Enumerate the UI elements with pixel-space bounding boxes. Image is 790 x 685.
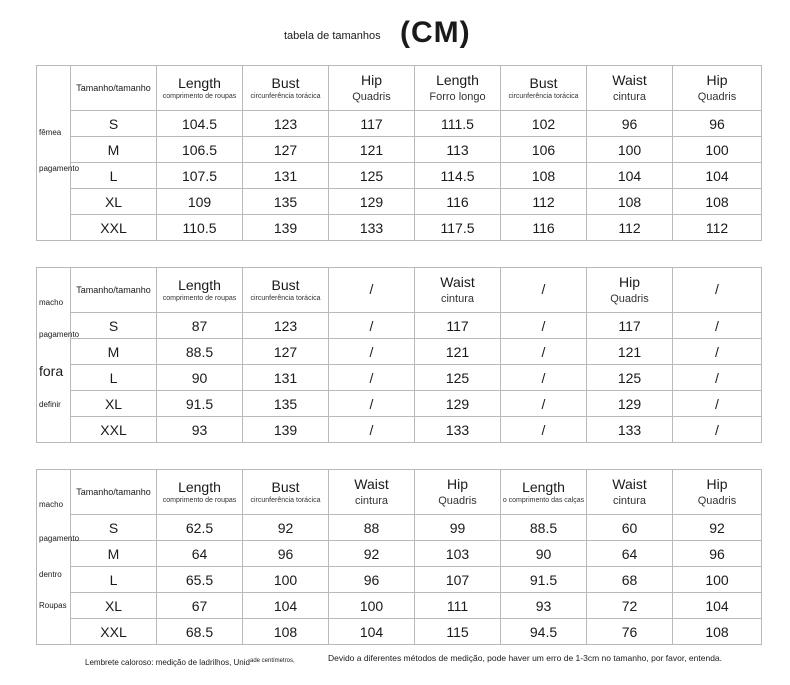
measurement-value: 125 — [329, 163, 415, 189]
measurement-value: / — [329, 391, 415, 417]
measurement-value: 90 — [157, 365, 243, 391]
measurement-value: / — [329, 339, 415, 365]
measurement-value: 112 — [587, 215, 673, 241]
measurement-value: 93 — [157, 417, 243, 443]
measurement-translation: Quadris — [352, 91, 391, 103]
measurement-value: 60 — [587, 515, 673, 541]
measurement-value: 68 — [587, 567, 673, 593]
measurement-header — [415, 470, 501, 515]
measurement-value: 131 — [243, 365, 329, 391]
measurement-name: Waist — [354, 476, 389, 492]
table-row — [37, 365, 762, 391]
size-label: XL — [71, 189, 157, 215]
table-row — [37, 593, 762, 619]
size-label: XL — [71, 391, 157, 417]
measurement-value: 96 — [673, 111, 762, 137]
measurement-value: 96 — [673, 541, 762, 567]
measurement-value: 104 — [329, 619, 415, 645]
measurement-value: 129 — [587, 391, 673, 417]
side-label-line: definir — [39, 400, 61, 409]
measurement-value: 87 — [157, 313, 243, 339]
measurement-value: 116 — [415, 189, 501, 215]
measurement-translation: cintura — [612, 91, 647, 103]
measurement-value: 104 — [673, 163, 762, 189]
measurement-header — [673, 470, 762, 515]
measurement-value: 64 — [587, 541, 673, 567]
measurement-name: Bust — [529, 75, 558, 91]
measurement-value: 72 — [587, 593, 673, 619]
size-label: XL — [71, 593, 157, 619]
measurement-name: Bust — [271, 75, 300, 91]
measurement-name: / — [715, 281, 719, 297]
measurement-value: 131 — [243, 163, 329, 189]
measurement-header — [157, 66, 243, 111]
measurement-value: 102 — [501, 111, 587, 137]
measurement-value: 104 — [587, 163, 673, 189]
measurement-value: / — [673, 365, 762, 391]
measurement-translation: Quadris — [697, 91, 737, 103]
size-column-header: Tamanho/tamanho — [71, 66, 157, 111]
measurement-value: / — [501, 417, 587, 443]
measurement-value: 106.5 — [157, 137, 243, 163]
measurement-header — [673, 268, 762, 313]
measurement-value: 112 — [673, 215, 762, 241]
measurement-header — [501, 268, 587, 313]
measurement-translation: Forro longo — [429, 91, 486, 103]
measurement-value: 104 — [673, 593, 762, 619]
measurement-name: / — [541, 281, 546, 297]
measurement-value: 92 — [243, 515, 329, 541]
size-label: M — [71, 339, 157, 365]
measurement-value: 112 — [501, 189, 587, 215]
reminder-text: Lembrete caloroso: medição de ladrilhos, Unid — [85, 658, 250, 667]
measurement-translation: Quadris — [697, 495, 737, 507]
measurement-value: 100 — [673, 137, 762, 163]
measurement-header — [243, 66, 329, 111]
unit-note-text: ade centímetros, — [250, 658, 295, 664]
side-label-line: pagamento — [39, 330, 80, 339]
measurement-name: Hip — [706, 72, 728, 88]
size-label: XXL — [71, 215, 157, 241]
measurement-translation: Quadris — [610, 293, 649, 305]
measurement-header — [329, 268, 415, 313]
size-chart-title: tabela de tamanhos — [284, 30, 381, 42]
measurement-value: 91.5 — [501, 567, 587, 593]
measurement-value: 96 — [587, 111, 673, 137]
measurement-value: 91.5 — [157, 391, 243, 417]
measurement-value: 104 — [243, 593, 329, 619]
male-innerwear-size-table — [36, 469, 762, 645]
measurement-header — [587, 268, 673, 313]
measurement-value: 68.5 — [157, 619, 243, 645]
side-label — [37, 66, 80, 241]
measurement-header — [329, 470, 415, 515]
table-row — [37, 417, 762, 443]
measurement-value: 64 — [157, 541, 243, 567]
measurement-value: 99 — [415, 515, 501, 541]
measurement-header — [157, 470, 243, 515]
measurement-name: / — [369, 281, 374, 297]
measurement-value: 133 — [415, 417, 501, 443]
measurement-value: / — [501, 365, 587, 391]
measurement-header — [501, 66, 587, 111]
measurement-value: 94.5 — [501, 619, 587, 645]
measurement-value: / — [501, 391, 587, 417]
measurement-value: 108 — [587, 189, 673, 215]
measurement-value: 139 — [243, 215, 329, 241]
measurement-value: / — [329, 417, 415, 443]
measurement-name: Length — [178, 277, 221, 293]
side-label-line: Roupas — [39, 601, 67, 610]
table-row — [37, 391, 762, 417]
size-label: L — [71, 365, 157, 391]
measurement-value: 133 — [587, 417, 673, 443]
measurement-value: 109 — [157, 189, 243, 215]
measurement-value: 133 — [329, 215, 415, 241]
measurement-value: 117 — [415, 313, 501, 339]
side-label-line: fora — [39, 363, 64, 379]
measurement-value: 111.5 — [415, 111, 501, 137]
measurement-value: 111 — [415, 593, 501, 619]
measurement-translation: circunferência torácica — [250, 295, 321, 302]
measurement-value: 123 — [243, 111, 329, 137]
footer-note — [0, 650, 790, 685]
measurement-header — [587, 66, 673, 111]
measurement-value: 117 — [587, 313, 673, 339]
title-row — [0, 10, 790, 60]
measurement-value: 117 — [329, 111, 415, 137]
table-row — [37, 215, 762, 241]
measurement-value: 62.5 — [157, 515, 243, 541]
measurement-header — [415, 66, 501, 111]
measurement-value: 100 — [243, 567, 329, 593]
measurement-value: 106 — [501, 137, 587, 163]
measurement-value: 115 — [415, 619, 501, 645]
measurement-name: Bust — [271, 277, 300, 293]
measurement-translation: comprimento de roupas — [162, 497, 237, 504]
table-row — [37, 619, 762, 645]
measurement-translation: cintura — [354, 495, 389, 507]
measurement-value: 93 — [501, 593, 587, 619]
measurement-name: Length — [178, 479, 221, 495]
measurement-name: Waist — [440, 274, 475, 290]
size-label: L — [71, 163, 157, 189]
measurement-name: Hip — [446, 476, 468, 492]
measurement-header — [501, 470, 587, 515]
measurement-name: Length — [522, 479, 565, 495]
measurement-value: 125 — [415, 365, 501, 391]
female-size-table — [36, 65, 762, 241]
measurement-value: 88 — [329, 515, 415, 541]
size-label: S — [71, 111, 157, 137]
measurement-value: / — [673, 417, 762, 443]
measurement-value: 100 — [329, 593, 415, 619]
size-label: M — [71, 541, 157, 567]
measurement-name: Bust — [271, 479, 300, 495]
measurement-value: 76 — [587, 619, 673, 645]
measurement-translation: o comprimento das calças — [502, 497, 585, 504]
measurement-value: / — [501, 339, 587, 365]
measurement-value: 127 — [243, 137, 329, 163]
measurement-value: 107 — [415, 567, 501, 593]
measurement-name: Hip — [706, 476, 728, 492]
table-row — [37, 515, 762, 541]
measurement-value: 96 — [243, 541, 329, 567]
size-label: XXL — [71, 619, 157, 645]
measurement-value: 65.5 — [157, 567, 243, 593]
measurement-value: 125 — [587, 365, 673, 391]
measurement-value: 135 — [243, 391, 329, 417]
measurement-value: 88.5 — [501, 515, 587, 541]
measurement-translation: comprimento de roupas — [162, 295, 237, 302]
measurement-value: 92 — [673, 515, 762, 541]
measurement-value: 135 — [243, 189, 329, 215]
measurement-value: 100 — [673, 567, 762, 593]
table-row — [37, 137, 762, 163]
measurement-value: 90 — [501, 541, 587, 567]
table-row — [37, 541, 762, 567]
measurement-value: 92 — [329, 541, 415, 567]
measurement-name: Waist — [612, 476, 647, 492]
measurement-name: Length — [178, 75, 221, 91]
measurement-translation: Quadris — [438, 495, 477, 507]
side-label-line: dentro — [39, 570, 62, 579]
table-row — [37, 111, 762, 137]
measurement-translation: cintura — [612, 495, 647, 507]
size-label: S — [71, 515, 157, 541]
side-label-line: macho — [39, 298, 64, 307]
measurement-header — [243, 470, 329, 515]
measurement-value: / — [501, 313, 587, 339]
measurement-value: 117.5 — [415, 215, 501, 241]
measurement-value: 121 — [587, 339, 673, 365]
measurement-value: / — [329, 313, 415, 339]
measurement-value: 108 — [673, 619, 762, 645]
measurement-value: 108 — [501, 163, 587, 189]
measurement-name: Hip — [618, 274, 640, 290]
measurement-translation: circunferência torácica — [250, 497, 321, 504]
measurement-header — [673, 66, 762, 111]
measurement-value: 103 — [415, 541, 501, 567]
measurement-value: 108 — [243, 619, 329, 645]
table-row — [37, 339, 762, 365]
size-label: M — [71, 137, 157, 163]
measurement-value: 116 — [501, 215, 587, 241]
measurement-value: / — [673, 391, 762, 417]
size-label: XXL — [71, 417, 157, 443]
measurement-header — [329, 66, 415, 111]
measurement-header — [243, 268, 329, 313]
size-label: S — [71, 313, 157, 339]
size-column-header: Tamanho/tamanho — [71, 470, 157, 515]
measurement-header — [157, 268, 243, 313]
measurement-value: / — [673, 313, 762, 339]
measurement-name: Waist — [612, 72, 647, 88]
unit-label: (CM) — [400, 16, 471, 49]
measurement-value: 123 — [243, 313, 329, 339]
measurement-value: 108 — [673, 189, 762, 215]
measurement-value: 96 — [329, 567, 415, 593]
measurement-value: 127 — [243, 339, 329, 365]
measurement-value: 107.5 — [157, 163, 243, 189]
measurement-value: 114.5 — [415, 163, 501, 189]
measurement-translation: circunferência torácica — [250, 93, 321, 100]
measurement-translation: cintura — [440, 293, 475, 305]
side-label-line: fêmea — [39, 128, 62, 137]
table-row — [37, 163, 762, 189]
side-label-line: pagamento — [39, 534, 80, 543]
measurement-header — [415, 268, 501, 313]
size-label: L — [71, 567, 157, 593]
side-label-line: macho — [39, 500, 64, 509]
measurement-name: Length — [436, 72, 479, 88]
table-row — [37, 189, 762, 215]
measurement-value: 110.5 — [157, 215, 243, 241]
side-label — [37, 470, 80, 645]
side-label — [37, 268, 80, 443]
error-note-text: Devido a diferentes métodos de medição, pode haver um erro de 1-3cm no tamanho, por favor, entenda. — [327, 653, 723, 663]
male-outerwear-size-table — [36, 267, 762, 443]
measurement-value: 121 — [415, 339, 501, 365]
measurement-value: 129 — [415, 391, 501, 417]
measurement-name: Hip — [360, 72, 382, 88]
measurement-value: 129 — [329, 189, 415, 215]
measurement-value: 139 — [243, 417, 329, 443]
measurement-value: 100 — [587, 137, 673, 163]
side-label-line: pagamento — [39, 164, 80, 173]
measurement-translation: comprimento de roupas — [162, 93, 237, 100]
size-column-header: Tamanho/tamanho — [71, 268, 157, 313]
measurement-value: / — [329, 365, 415, 391]
measurement-translation: circunferência torácica — [508, 93, 579, 100]
table-row — [37, 313, 762, 339]
measurement-value: 121 — [329, 137, 415, 163]
measurement-value: 67 — [157, 593, 243, 619]
measurement-value: 88.5 — [157, 339, 243, 365]
table-row — [37, 567, 762, 593]
measurement-value: 104.5 — [157, 111, 243, 137]
measurement-value: / — [673, 339, 762, 365]
measurement-value: 113 — [415, 137, 501, 163]
measurement-header — [587, 470, 673, 515]
